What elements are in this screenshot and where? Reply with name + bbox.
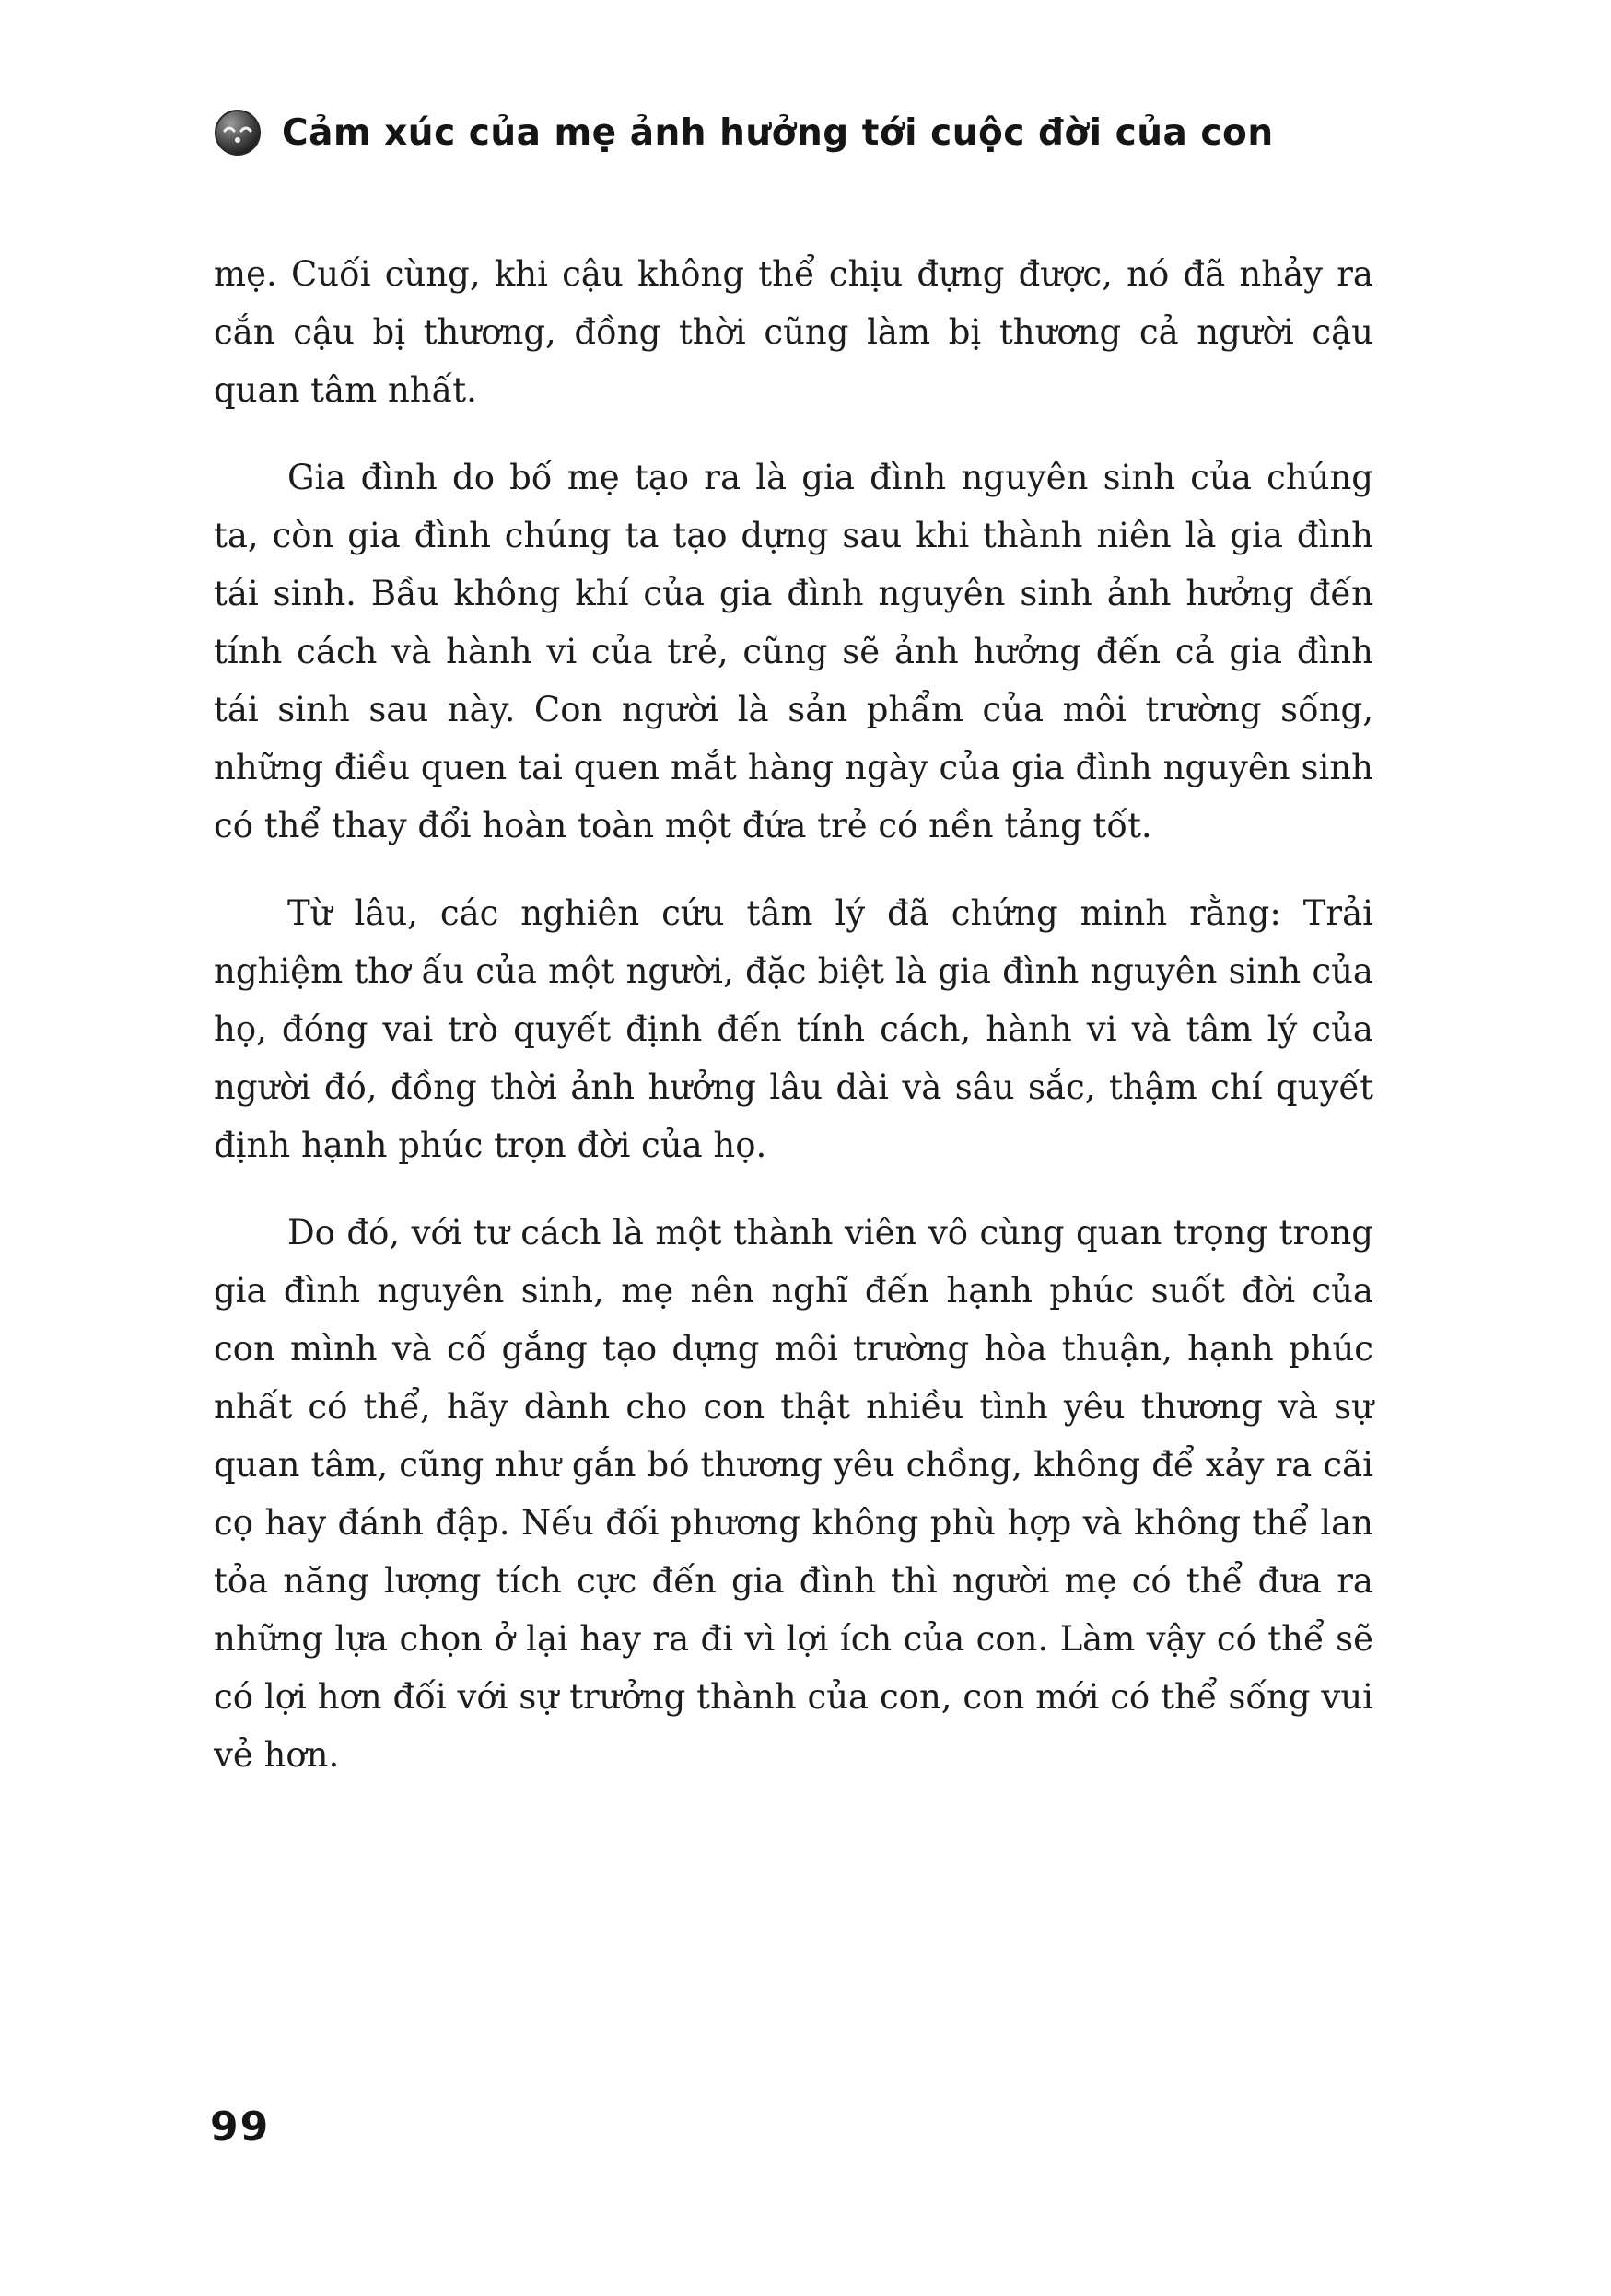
- paragraph-4: Do đó, với tư cách là một thành viên vô cùng quan trọng trong gia đình nguyên sinh, mẹ nên nghĩ đến hạnh phúc suốt đời của con mình và cố gắng tạo dựng môi trường hòa thuận, hạnh phúc nhất có thể, hãy dành cho con thật nhiều tình yêu thương và sự quan tâm, cũng như gắn bó thương yêu chồng, không để xảy ra cãi cọ hay đánh đập. Nếu đối phương không phù hợp và không thể lan tỏa năng lượng tích cực đến gia đình thì người mẹ có thể đưa ra những lựa chọn ở lại hay ra đi vì lợi ích của con. Làm vậy có thể sẽ có lợi hơn đối với sự trưởng thành của con, con mới có thể sống vui vẻ hơn.: [214, 1213, 1373, 1775]
- paragraph-3: Từ lâu, các nghiên cứu tâm lý đã chứng minh rằng: Trải nghiệm thơ ấu của một người, đặc biệt là gia đình nguyên sinh của họ, đóng vai trò quyết định đến tính cách, hành vi và tâm lý của người đó, đồng thời ảnh hưởng lâu dài và sâu sắc, thậm chí quyết định hạnh phúc trọn đời của họ.: [214, 893, 1373, 1165]
- paragraph-1: mẹ. Cuối cùng, khi cậu không thể chịu đựng được, nó đã nhảy ra cắn cậu bị thương, đồng thời cũng làm bị thương cả người cậu quan tâm nhất.: [214, 254, 1373, 410]
- page-footer: [210, 2104, 270, 2150]
- paragraph-2: Gia đình do bố mẹ tạo ra là gia đình nguyên sinh của chúng ta, còn gia đình chúng ta tạo dựng sau khi thành niên là gia đình tái sinh. Bầu không khí của gia đình nguyên sinh ảnh hưởng đến tính cách và hành vi của trẻ, cũng sẽ ảnh hưởng đến cả gia đình tái sinh sau này. Con người là sản phẩm của môi trường sống, những điều quen tai quen mắt hàng ngày của gia đình nguyên sinh có thể thay đổi hoàn toàn một đứa trẻ có nền tảng tốt.: [214, 458, 1373, 845]
- page-header: [0, 0, 1611, 157]
- chapter-title: Cảm xúc của mẹ ảnh hưởng tới cuộc đời của con: [282, 111, 1274, 154]
- page-number: 99: [210, 2104, 271, 2150]
- body-text: [0, 245, 1611, 1784]
- face-icon: [214, 109, 262, 157]
